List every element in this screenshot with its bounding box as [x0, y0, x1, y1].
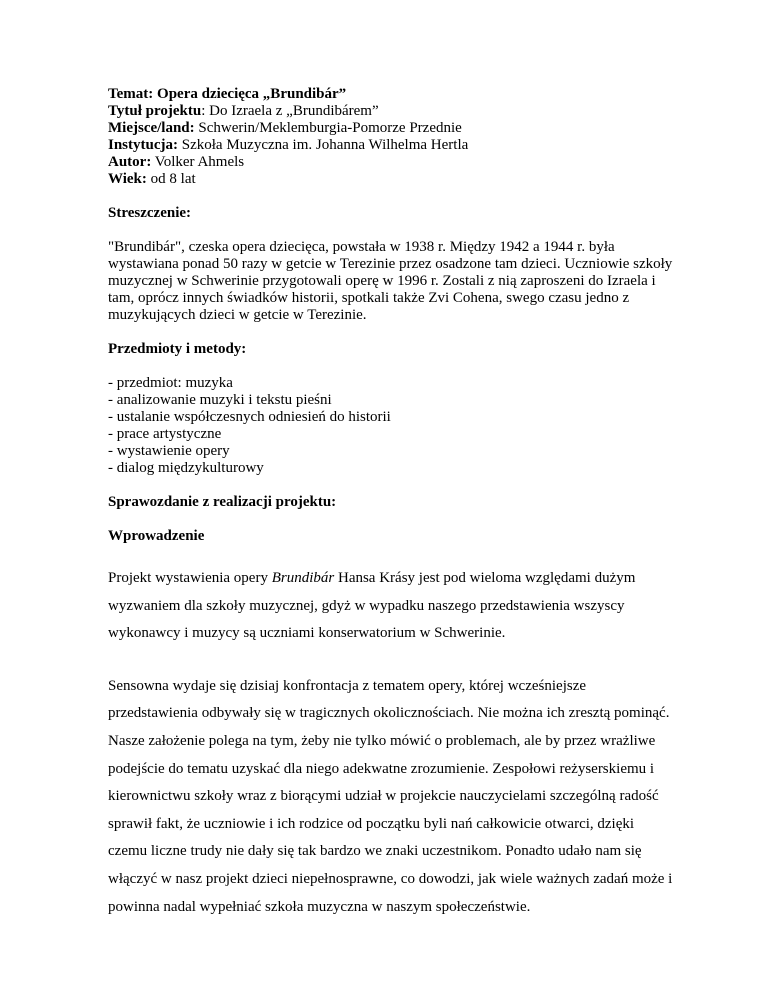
subjects-list — [108, 375, 688, 477]
meta-block — [108, 86, 688, 188]
paragraph-line — [108, 565, 688, 593]
place-line — [108, 120, 688, 137]
list-item: - przedmiot: muzyka — [108, 375, 233, 391]
list-item: - ustalanie współczesnych odniesień do historii — [108, 409, 391, 425]
age-label: Wiek: — [108, 171, 147, 187]
paragraph-line: powinna nadal wypełniać szkoła muzyczna w naszym społeczeństwie. — [108, 898, 531, 915]
list-item: - analizowanie muzyki i tekstu pieśni — [108, 392, 332, 408]
paragraph-line: podejście do tematu uzyskać dla niego adekwatne zrozumienie. Zespołowi reżyserskiemu i — [108, 760, 655, 777]
intro-paragraph-2 — [108, 673, 688, 921]
list-item: - wystawienie opery — [108, 443, 230, 459]
intro-heading: Wprowadzenie — [108, 528, 205, 544]
intro-paragraph-1 — [108, 565, 688, 648]
summary-line: muzykujących dzieci w getcie w Terezinie. — [108, 307, 367, 323]
institution-value: Szkoła Muzyczna im. Johanna Wilhelma Hertla — [178, 137, 469, 153]
summary-line: "Brundibár", czeska opera dziecięca, powstała w 1938 r. Między 1942 a 1944 r. była — [108, 239, 615, 255]
institution-label: Instytucja: — [108, 137, 178, 153]
project-title-line — [108, 103, 688, 120]
author-value: Volker Ahmels — [151, 154, 245, 170]
topic-line: Temat: Opera dziecięca „Brundibár” — [108, 86, 347, 102]
paragraph-line: wykonawcy i muzycy są uczniami konserwatorium w Schwerinie. — [108, 625, 506, 642]
institution-line — [108, 137, 688, 154]
paragraph-line: czemu liczne trudy nie dały się tak bardzo we znaki uczestnikom. Ponadto udało nam się — [108, 843, 642, 860]
p1-text-after: Hansa Krásy jest pod wieloma względami dużym — [334, 570, 636, 586]
summary-paragraph — [108, 239, 688, 324]
paragraph-line: kierownictwu szkoły wraz z biorącymi udział w projekcie nauczycielami szczególną radość — [108, 788, 659, 805]
summary-line: tam, oprócz innych świadków historii, spotkali także Zvi Cohena, swego czasu jedno z — [108, 290, 630, 306]
project-title-label: Tytuł projektu — [108, 103, 202, 119]
paragraph-line: Nasze założenie polega na tym, żeby nie tylko mówić o problemach, ale by przez wrażliwe — [108, 732, 656, 749]
place-label: Miejsce/land: — [108, 120, 195, 136]
list-item: - dialog międzykulturowy — [108, 460, 264, 476]
report-heading: Sprawozdanie z realizacji projektu: — [108, 494, 337, 510]
opera-title-italic: Brundibár — [271, 570, 335, 586]
paragraph-line: przedstawienia odbywały się w tragicznych okolicznościach. Nie można ich zresztą pominąć. — [108, 705, 670, 722]
summary-heading: Streszczenie: — [108, 205, 192, 221]
summary-line: muzycznej w Schwerinie przygotowali operę w 1996 r. Zostali z nią zaproszeni do Izraela i — [108, 273, 656, 289]
age-value: od 8 lat — [146, 171, 196, 187]
p1-text-before: Projekt wystawienia opery — [108, 570, 272, 586]
author-line — [108, 154, 688, 171]
place-value: Schwerin/Meklemburgia-Pomorze Przednie — [194, 120, 462, 136]
paragraph-line: wyzwaniem dla szkoły muzycznej, gdyż w wypadku naszego przedstawienia wszyscy — [108, 597, 625, 614]
paragraph-line: Sensowna wydaje się dzisiaj konfrontacja z tematem opery, której wcześniejsze — [108, 677, 587, 694]
list-item: - prace artystyczne — [108, 426, 222, 442]
age-line — [108, 171, 688, 188]
subjects-heading: Przedmioty i metody: — [108, 341, 247, 357]
paragraph-line: włączyć w nasz projekt dzieci niepełnosprawne, co dowodzi, jak wiele ważnych zadań może i — [108, 870, 673, 887]
document-page — [108, 86, 688, 921]
paragraph-line: sprawił fakt, że uczniowie i ich rodzice od początku byli nań całkowicie otwarci, dzięki — [108, 815, 635, 832]
project-title-value: : Do Izraela z „Brundibárem” — [201, 103, 379, 119]
summary-line: wystawiana ponad 50 razy w getcie w Terezinie przez osadzone tam dzieci. Uczniowie szkoły — [108, 256, 673, 272]
author-label: Autor: — [108, 154, 152, 170]
